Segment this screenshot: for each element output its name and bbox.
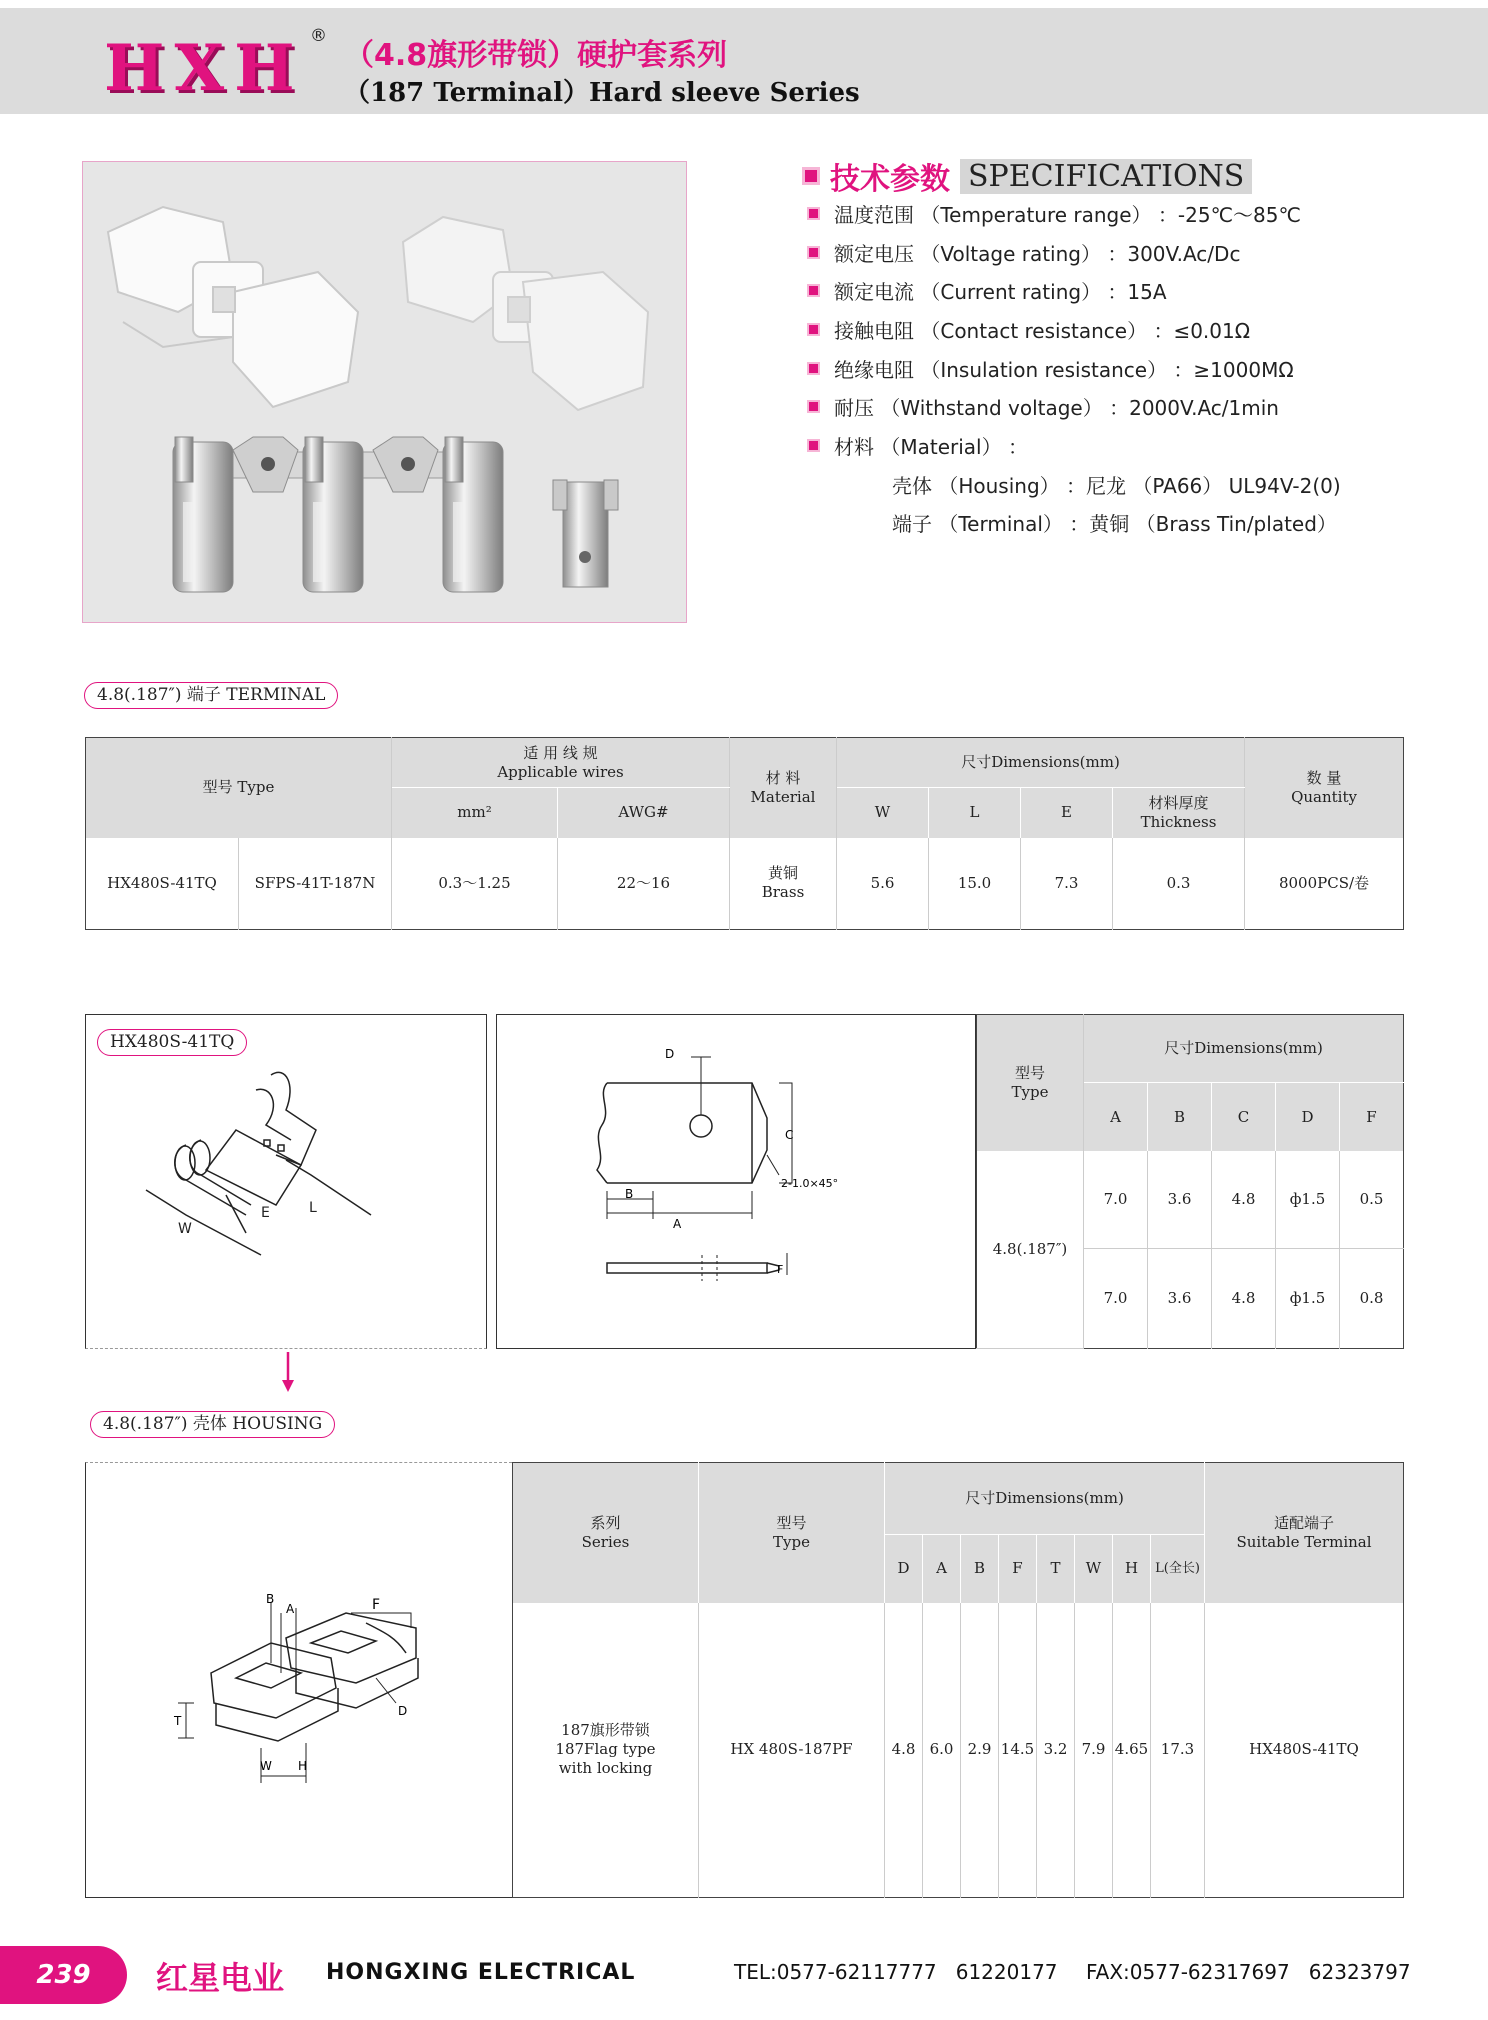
bullet-square-icon xyxy=(807,362,820,375)
spec-text: 材料 （Material） ： xyxy=(834,434,1028,459)
wires-cn: 适 用 线 规 xyxy=(523,743,598,762)
terminal-strip-image xyxy=(173,437,503,592)
terminal-dimension-table xyxy=(976,1014,1404,1349)
spec-text: 接触电阻 （Contact resistance） ：≤0.01Ω xyxy=(834,318,1251,343)
cell-d: ф1.5 xyxy=(1276,1151,1340,1248)
spec-heading-cn: 技术参数 xyxy=(830,162,950,197)
blade-terminal-image xyxy=(553,480,618,587)
spec-item xyxy=(802,387,1442,426)
cell-mm2: 0.3～1.25 xyxy=(392,838,558,930)
type-en: Type xyxy=(1011,1082,1049,1101)
bullet-square-icon xyxy=(807,439,820,452)
col-qty-header xyxy=(1245,738,1404,838)
thickness-cn: 材料厚度 xyxy=(1148,793,1209,812)
col-c-header: C xyxy=(1212,1083,1276,1151)
product-photo xyxy=(82,161,687,623)
col-mm2-header: mm² xyxy=(392,788,558,838)
col-awg-header: AWG# xyxy=(558,788,730,838)
col-wires-header xyxy=(392,738,730,788)
cell-alt-model: SFPS-41T-187N xyxy=(239,838,392,930)
footer-tel: TEL:0577-62117777 61220177 xyxy=(734,1960,1058,1984)
company-name-cn: 红星电业 xyxy=(156,1959,285,1997)
col-type-header xyxy=(699,1463,885,1603)
series-value-cn: 187旗形带锁 xyxy=(561,1721,650,1740)
cell-d: 4.8 xyxy=(885,1603,923,1898)
terminal-tech-drawing xyxy=(496,1014,976,1349)
series-en: Series xyxy=(581,1532,630,1551)
dim-c-label: C xyxy=(785,1128,794,1142)
cell-l: 15.0 xyxy=(929,838,1021,930)
housing-right-image xyxy=(403,217,648,410)
terminal-section-label: 4.8(.187″) 端子 TERMINAL xyxy=(84,682,338,709)
material-housing: 壳体 （Housing） ：尼龙 （PA66） UL94V-2(0) xyxy=(892,473,1341,498)
cell-w: 7.9 xyxy=(1075,1603,1113,1898)
col-d-header: D xyxy=(1276,1083,1340,1151)
registered-mark: ® xyxy=(310,26,327,46)
spec-item xyxy=(802,194,1442,233)
cell-qty: 8000PCS/卷 xyxy=(1278,873,1370,892)
page-number: 239 xyxy=(36,1960,91,1990)
housing-section-label: 4.8(.187″) 壳体 HOUSING xyxy=(90,1411,335,1438)
cell-t: 3.2 xyxy=(1037,1603,1075,1898)
housing-iso-drawing xyxy=(85,1462,512,1898)
type-cn: 型号 xyxy=(1014,1063,1045,1082)
cell-thickness: 0.3 xyxy=(1113,838,1245,930)
series-value-en1: 187Flag type xyxy=(555,1740,656,1759)
suitable-cn: 适配端子 xyxy=(1273,1513,1334,1532)
cell-suitable: HX480S-41TQ xyxy=(1249,1740,1359,1759)
col-dims-header: 尺寸Dimensions(mm) xyxy=(1084,1015,1404,1083)
cell-l: 17.3 xyxy=(1151,1603,1205,1898)
brand-logo: HXH xyxy=(104,31,305,106)
cell-h: 4.65 xyxy=(1113,1603,1151,1898)
dim-h-label: H xyxy=(298,1759,308,1773)
cell-a: 6.0 xyxy=(923,1603,961,1898)
cell-w: 5.6 xyxy=(837,838,929,930)
col-h-header: H xyxy=(1113,1535,1151,1603)
company-name-en: HONGXING ELECTRICAL xyxy=(326,1960,636,1985)
spec-text: 绝缘电阻 （Insulation resistance） ：≥1000MΩ xyxy=(834,357,1294,382)
bullet-square-icon xyxy=(807,246,820,259)
col-type-header: 型号 Type xyxy=(86,738,392,838)
col-a-header: A xyxy=(1084,1083,1148,1151)
series-cn: 系列 xyxy=(590,1513,621,1532)
spec-text: 额定电流 （Current rating） ：15A xyxy=(834,280,1167,305)
col-series-header xyxy=(513,1463,699,1603)
col-dims-header: 尺寸Dimensions(mm) xyxy=(885,1463,1205,1535)
cell-material xyxy=(730,838,837,930)
cell-c: 4.8 xyxy=(1212,1151,1276,1248)
col-t-header: T xyxy=(1037,1535,1075,1603)
spec-item xyxy=(802,310,1442,349)
col-suitable-header xyxy=(1205,1463,1404,1603)
spec-item xyxy=(802,426,1442,465)
col-w-header: W xyxy=(1075,1535,1113,1603)
wires-en: Applicable wires xyxy=(497,762,624,781)
dim-f-label: F xyxy=(777,1263,784,1276)
dim-d-label: D xyxy=(665,1047,675,1061)
thickness-en: Thickness xyxy=(1140,812,1217,831)
terminal-spec-table xyxy=(85,737,1404,930)
dim-d-label: D xyxy=(398,1704,408,1718)
bullet-square-icon xyxy=(802,167,820,185)
spec-text: 耐压 （Withstand voltage） ：2000V.Ac/1min xyxy=(834,396,1279,421)
series-value-en2: with locking xyxy=(558,1759,653,1778)
col-d-header: D xyxy=(885,1535,923,1603)
qty-en: Quantity xyxy=(1291,787,1357,806)
cell-f: 14.5 xyxy=(999,1603,1037,1898)
housing-spec-table xyxy=(512,1462,1404,1898)
bullet-square-icon xyxy=(807,207,820,220)
col-f-header: F xyxy=(999,1535,1037,1603)
dim-t-label: T xyxy=(174,1714,182,1728)
dim-l-label: L xyxy=(309,1200,317,1216)
col-b-header: B xyxy=(961,1535,999,1603)
dim-a-label: A xyxy=(673,1217,682,1231)
spec-item xyxy=(802,349,1442,388)
bullet-square-icon xyxy=(807,323,820,336)
dim-b-label: B xyxy=(625,1187,634,1201)
material-en: Material xyxy=(750,787,816,806)
table-row xyxy=(513,1603,1404,1898)
cell-b: 3.6 xyxy=(1148,1151,1212,1248)
dim-b-label: B xyxy=(266,1592,275,1606)
col-material-header xyxy=(730,738,837,838)
dim-w-label: W xyxy=(178,1221,192,1237)
col-l-header: L(全长) xyxy=(1151,1535,1205,1603)
chamfer-label: 2-1.0×45° xyxy=(781,1177,839,1190)
col-dims-header: 尺寸Dimensions(mm) xyxy=(837,738,1245,788)
cell-b: 3.6 xyxy=(1148,1248,1212,1348)
col-f-header: F xyxy=(1366,1107,1377,1126)
type-en: Type xyxy=(773,1532,810,1551)
col-b-header: B xyxy=(1148,1083,1212,1151)
spec-heading-en: SPECIFICATIONS xyxy=(960,159,1252,194)
spec-text: 额定电压 （Voltage rating） ：300V.Ac/Dc xyxy=(834,241,1241,266)
cell-b: 2.9 xyxy=(961,1603,999,1898)
dim-a-label: A xyxy=(286,1602,295,1616)
col-e-header: E xyxy=(1021,788,1113,838)
spec-text: 温度范围 （Temperature range） ：-25℃～85℃ xyxy=(834,202,1301,227)
cell-series xyxy=(513,1603,699,1898)
dim-f-label: F xyxy=(372,1597,381,1613)
down-arrow-icon xyxy=(280,1352,296,1394)
type-cn: 型号 xyxy=(776,1513,807,1532)
specifications-heading xyxy=(802,158,1442,197)
spec-item xyxy=(802,271,1442,310)
bullet-square-icon xyxy=(807,284,820,297)
cell-c: 4.8 xyxy=(1212,1248,1276,1348)
spec-item xyxy=(802,233,1442,272)
cell-model: HX480S-41TQ xyxy=(86,838,239,930)
specifications-panel xyxy=(802,158,1442,542)
dim-e-label: E xyxy=(261,1205,270,1221)
cell-size: 4.8(.187″) xyxy=(977,1151,1084,1349)
material-terminal: 端子 （Terminal） ：黄铜 （Brass Tin/plated） xyxy=(892,512,1337,537)
col-type-header xyxy=(977,1015,1084,1151)
qty-cn: 数 量 xyxy=(1306,768,1342,787)
cell-f: 0.8 xyxy=(1359,1288,1384,1307)
cell-d: ф1.5 xyxy=(1276,1248,1340,1348)
housing-left-image xyxy=(108,207,358,407)
table-row xyxy=(86,838,1404,930)
dim-w-label: W xyxy=(260,1759,272,1773)
suitable-en: Suitable Terminal xyxy=(1236,1532,1372,1551)
page-title-en: （187 Terminal）Hard sleeve Series xyxy=(344,78,860,108)
cell-a: 7.0 xyxy=(1084,1151,1148,1248)
col-l-header: L xyxy=(929,788,1021,838)
cell-awg: 22～16 xyxy=(558,838,730,930)
material-value-en: Brass xyxy=(761,883,805,902)
col-w-header: W xyxy=(837,788,929,838)
cell-type: HX 480S-187PF xyxy=(699,1603,885,1898)
page-title-cn: （4.8旗形带锁）硬护套系列 xyxy=(344,38,728,73)
terminal-iso-drawing xyxy=(85,1014,487,1349)
cell-e: 7.3 xyxy=(1021,838,1113,930)
cell-f: 0.5 xyxy=(1340,1151,1404,1248)
col-a-header: A xyxy=(923,1535,961,1603)
footer-fax: FAX:0577-62317697 62323797 xyxy=(1086,1960,1411,1984)
cell-a: 7.0 xyxy=(1084,1248,1148,1348)
table-row xyxy=(977,1151,1404,1248)
material-value-cn: 黄铜 xyxy=(768,864,799,883)
col-thickness-header xyxy=(1113,788,1245,838)
bullet-square-icon xyxy=(807,400,820,413)
drawing-model-label: HX480S-41TQ xyxy=(97,1029,247,1056)
material-cn: 材 料 xyxy=(765,768,801,787)
